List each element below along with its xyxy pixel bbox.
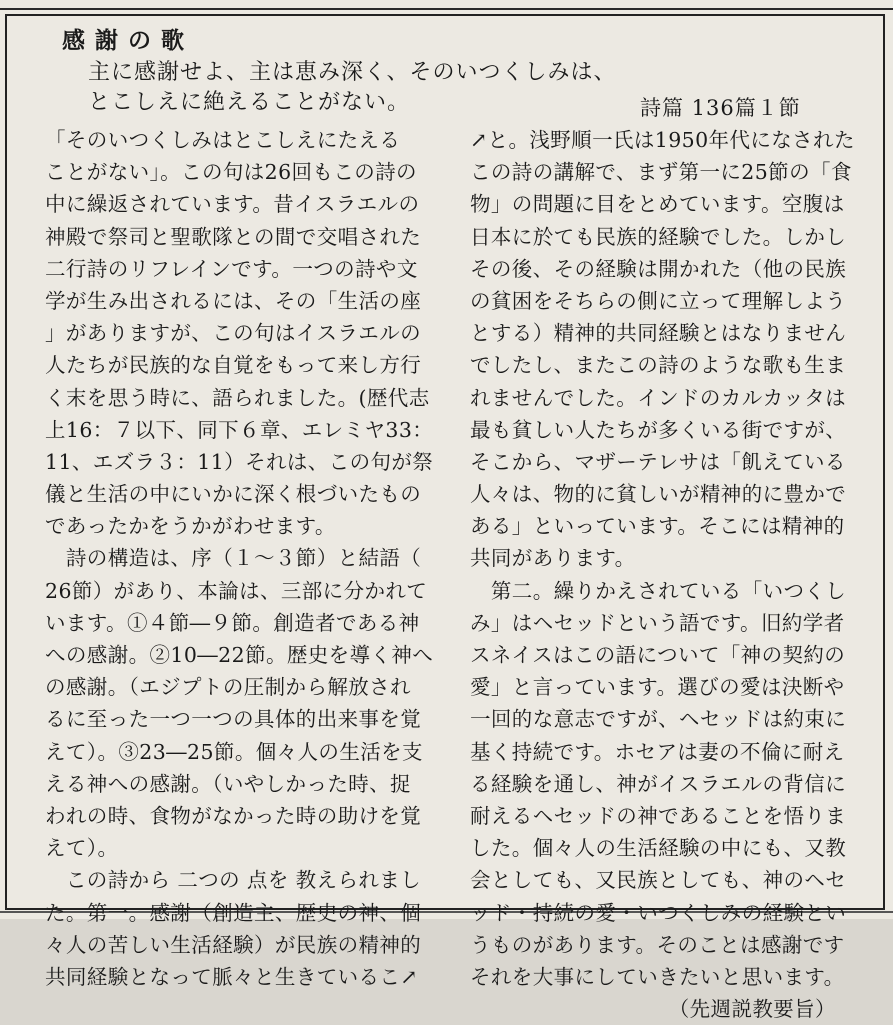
text-line: スネイスはこの語について「神の契約の [470,643,846,667]
text-line: （先週説教要旨） [470,997,836,1022]
text-line: 儀と生活の中にいかに深く根づいたもの [45,482,422,507]
text-line: 人たちが民族的な自覚をもって来し方行 [45,353,422,378]
text-line: うものがあります。そのことは感謝です [470,932,845,957]
text-line: います。①４節―９節。創造者である神 [45,610,420,635]
text-line: 耐えるヘセッドの神であることを悟りま [470,803,847,828]
text-line: この詩の講解で、まず第一に25節の「食 [470,160,852,185]
text-line: その後、その経験は開かれた（他の民族 [470,256,847,281]
text-line: ッド・持続の愛・いつくしみの経験とい [470,900,847,925]
text-line: われの時、食物がなかった時の助けを覚 [45,803,422,828]
text-line: 学が生み出されるには、その「生活の座 [45,288,422,313]
text-line: した。個々人の生活経験の中にも、又教 [470,836,847,861]
text-line: 人々は、物的に貧しいが精神的に豊かで [470,482,847,507]
text-line: であったかをうかがわせます。 [45,514,336,539]
text-line: 「そのいつくしみはとこしえにたえる [45,128,401,152]
text-line: 物」の問題に目をとめています。空腹は [470,192,845,217]
text-line: の貧困をそちらの側に立って理解しよう [470,288,847,313]
text-line: の感謝。（エジプトの圧制から解放され [45,675,411,700]
text-line: く末を思う時に、語られました。(歴代志 [45,385,430,410]
scripture-line-1: 主に感謝せよ、主は恵み深く、そのいつくしみは、 [88,60,617,85]
text-line: るに至った一つ一つの具体的出来事を覚 [45,707,422,732]
text-line: れませんでした。インドのカルカッタは [470,385,846,410]
left-column [45,124,445,993]
text-line: 会としても、又民族としても、神のヘセ [470,868,847,893]
text-line: 一回的な意志ですが、ヘセッドは約束に [470,707,847,732]
scripture-reference: 詩篇 136篇１節 [640,96,801,120]
scripture-line-2: とこしえに絶えることがない。 [88,90,411,115]
text-line: 々人の苦しい生活経験）が民族の精神的 [45,932,422,957]
text-line: 」がありますが、この句はイスラエルの [45,321,421,346]
text-line: 共同があります。 [470,546,636,571]
text-line: ↗と。浅野順一氏は1950年代になされた [470,128,855,152]
text-line: 中に繰返されています。昔イスラエルの [45,192,420,217]
text-line: 第二。繰りかえされている「いつくし [470,578,847,603]
text-line: ことがない」。この句は26回もこの詩の [45,160,417,185]
text-line: 日本に於ても民族的経験でした。しかし [470,224,847,249]
text-line: る経験を通し、神がイスラエルの背信に [470,771,846,796]
text-line: えて）。 [45,836,119,861]
text-line: える神への感謝。（いやしかった時、捉 [45,771,411,796]
text-line: 共同経験となって脈々と生きているこ↗ [45,964,418,989]
text-line: 愛」と言っています。選びの愛は決断や [470,675,845,700]
text-line: 26節）があり、本論は、三部に分かれて [45,578,428,603]
text-line: た。第一。感謝（創造主、歴史の神、個 [45,900,422,925]
text-line: この詩から 二つの 点を 教えられまし [45,868,422,893]
text-line: ある」といっています。そこには精神的 [470,514,845,539]
article-title: 感謝の歌 [62,27,194,54]
text-line: えて）。③23―25節。個々人の生活を支 [45,739,423,764]
text-line: それを大事にしていきたいと思います。 [470,964,845,989]
text-line: 基く持続です。ホセアは妻の不倫に耐え [470,739,845,764]
text-line: 上16：７以下、同下６章、エレミヤ33： [45,417,434,442]
text-line: そこから、マザーテレサは「飢えている [470,449,846,474]
text-line: とする）精神的共同経験とはなりません [470,321,847,346]
text-line: への感謝。②10―22節。歴史を導く神へ [45,643,434,667]
text-line: 詩の構造は、序（１～３節）と結語（ [45,546,422,571]
text-line: でしたし、またこの詩のような歌も生ま [470,353,847,378]
right-column [470,124,870,1025]
text-line: 最も貧しい人たちが多くいる街ですが、 [470,417,847,442]
text-line: 神殿で祭司と聖歌隊との間で交唱された [45,224,422,249]
text-line: 11、エズラ３：11）それは、この句が祭 [45,449,434,474]
text-line: み」はヘセッドという語です。旧約学者 [470,610,845,635]
text-line: 二行詩のリフレインです。一つの詩や文 [45,256,418,281]
top-rule [0,8,893,10]
